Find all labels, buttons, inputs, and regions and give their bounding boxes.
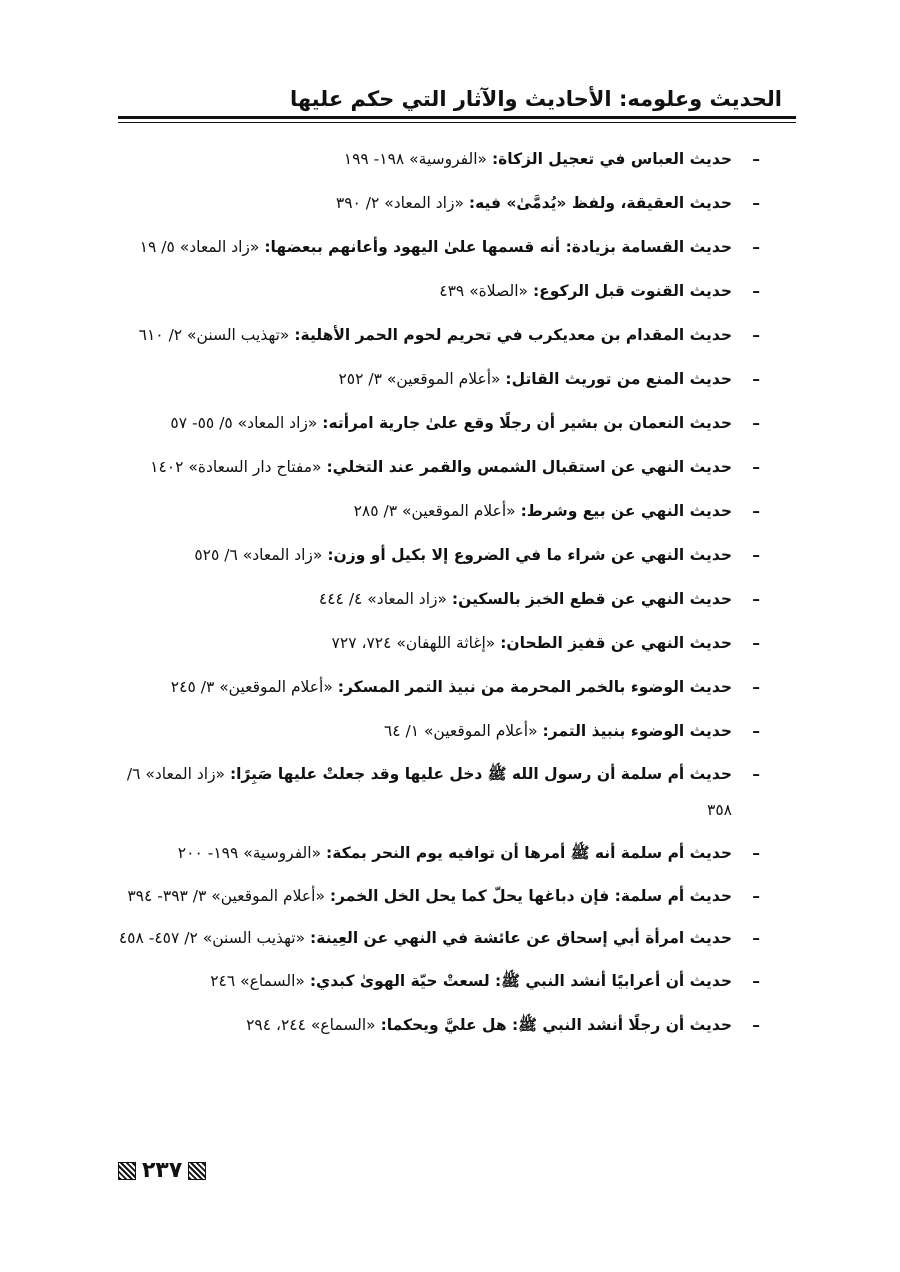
entry-source: «السماع» ٢٤٦ [210, 972, 310, 990]
index-entry [118, 834, 760, 872]
entry-title: حديث الوضوء بنبيذ التمر: [542, 722, 732, 740]
entry-dash: – [752, 972, 760, 990]
index-entry [118, 140, 760, 178]
entry-title: حديث القسامة بزيادة: أنه قسمها علىٰ اليهود وأعانهم ببعضها: [264, 238, 732, 256]
index-entry [118, 580, 760, 618]
entry-dash: – [752, 722, 760, 740]
entry-source: «أعلام الموقعين» ٣/ ٢٨٥ [353, 502, 521, 520]
entry-title: حديث أم سلمة أنه ﷺ أمرها أن توافيه يوم النحر بمكة: [326, 844, 732, 862]
entry-dash: – [752, 844, 760, 862]
entry-source: «إغاثة اللهفان» ٧٢٤، ٧٢٧ [331, 634, 501, 652]
entry-source: «أعلام الموقعين» ٣/ ٢٥٢ [338, 370, 506, 388]
index-entry [118, 492, 760, 530]
entry-source: «أعلام الموقعين» ٣/ ٣٩٣- ٣٩٤ [127, 887, 330, 905]
running-header: الحديث وعلومه: الأحاديث والآثار التي حكم عليها [289, 87, 782, 111]
entry-title: حديث النهي عن استقبال الشمس والقمر عند التخلي: [326, 458, 732, 476]
entry-title: حديث العقيقة، ولفظ «يُدمَّىٰ» فيه: [468, 194, 732, 212]
index-entry [118, 878, 760, 914]
ornament-icon-left [118, 1162, 136, 1180]
entry-dash: – [752, 590, 760, 608]
hadith-index-list [118, 140, 760, 1050]
entry-source: «الصلاة» ٤٣٩ [439, 282, 533, 300]
header-rule-thick [118, 116, 796, 119]
page-number: ٢٣٧ [142, 1158, 183, 1183]
entry-dash: – [752, 414, 760, 432]
entry-title: حديث النعمان بن بشير أن رجلًا وقع علىٰ جارية امرأته: [322, 414, 732, 432]
index-entry [118, 360, 760, 398]
entry-title: حديث الوضوء بالخمر المحرمة من نبيذ التمر المسكر: [337, 678, 732, 696]
entry-source: «الفروسية» ١٩٨- ١٩٩ [343, 150, 492, 168]
entry-title: حديث النهي عن قطع الخبز بالسكين: [451, 590, 732, 608]
header-rule-thin [118, 122, 796, 123]
entry-source: «زاد المعاد» ٦/ ٣٥٨ [126, 765, 732, 819]
index-entry [118, 272, 760, 310]
entry-title: حديث النهي عن شراء ما في الضروع إلا بكيل أو وزن: [327, 546, 732, 564]
index-entry [118, 404, 760, 442]
entry-dash: – [752, 150, 760, 168]
entry-dash: – [752, 887, 760, 905]
entry-source: «مفتاح دار السعادة» ١٤٠٢ [150, 458, 327, 476]
entry-dash: – [752, 546, 760, 564]
entry-dash: – [752, 282, 760, 300]
entry-dash: – [752, 326, 760, 344]
entry-source: «زاد المعاد» ٥/ ٥٥- ٥٧ [170, 414, 323, 432]
entry-dash: – [752, 678, 760, 696]
entry-dash: – [752, 1016, 760, 1034]
entry-source: «زاد المعاد» ٥/ ١٩ [139, 238, 265, 256]
entry-dash: – [752, 929, 760, 947]
entry-dash: – [752, 370, 760, 388]
entry-dash: – [752, 502, 760, 520]
entry-title: حديث المقدام بن معديكرب في تحريم لحوم الحمر الأهلية: [294, 326, 732, 344]
index-entry [118, 624, 760, 662]
entry-source: «زاد المعاد» ٢/ ٣٩٠ [335, 194, 469, 212]
entry-title: حديث أم سلمة: فإن دباغها يحلّ كما يحل الخل الخمر: [329, 887, 732, 905]
entry-title: حديث امرأة أبي إسحاق عن عائشة في النهي عن العِينة: [310, 929, 732, 947]
entry-source: «أعلام الموقعين» ٣/ ٢٤٥ [170, 678, 338, 696]
index-entry [118, 962, 760, 1000]
index-entry [118, 448, 760, 486]
index-entry [118, 712, 760, 750]
entry-source: «تهذيب السنن» ٢/ ٤٥٧- ٤٥٨ [118, 929, 311, 947]
entry-dash: – [752, 238, 760, 256]
entry-title: حديث أم سلمة أن رسول الله ﷺ دخل عليها وقد جعلتْ عليها صَبِرًا: [229, 765, 732, 783]
entry-title: حديث أن رجلًا أنشد النبي ﷺ: هل عليَّ ويحكما: [380, 1016, 732, 1034]
index-entry [118, 184, 760, 222]
index-entry [118, 920, 760, 956]
index-entry [118, 228, 760, 266]
index-entry [118, 1006, 760, 1044]
index-entry [118, 316, 760, 354]
page-footer [118, 1158, 206, 1183]
entry-source: «الفروسية» ١٩٩- ٢٠٠ [177, 844, 326, 862]
ornament-icon-right [188, 1162, 206, 1180]
entry-title: حديث النهي عن بيع وشرط: [520, 502, 732, 520]
index-entry [118, 756, 760, 828]
entry-source: «زاد المعاد» ٦/ ٥٢٥ [194, 546, 328, 564]
entry-source: «تهذيب السنن» ٢/ ٦١٠ [138, 326, 295, 344]
entry-title: حديث أن أعرابيًا أنشد النبي ﷺ: لسعتْ حيّة الهوىٰ كبدي: [309, 972, 732, 990]
index-entry [118, 668, 760, 706]
entry-dash: – [752, 634, 760, 652]
entry-source: «زاد المعاد» ٤/ ٤٤٤ [318, 590, 452, 608]
entry-source: «السماع» ٢٤٤، ٢٩٤ [246, 1016, 381, 1034]
entry-dash: – [752, 765, 760, 783]
entry-title: حديث المنع من توريث القاتل: [505, 370, 732, 388]
entry-title: حديث العباس في تعجيل الزكاة: [491, 150, 732, 168]
index-entry [118, 536, 760, 574]
entry-source: «أعلام الموقعين» ١/ ٦٤ [383, 722, 543, 740]
entry-title: حديث النهي عن قفيز الطحان: [500, 634, 732, 652]
entry-dash: – [752, 194, 760, 212]
entry-dash: – [752, 458, 760, 476]
entry-title: حديث القنوت قبل الركوع: [532, 282, 732, 300]
